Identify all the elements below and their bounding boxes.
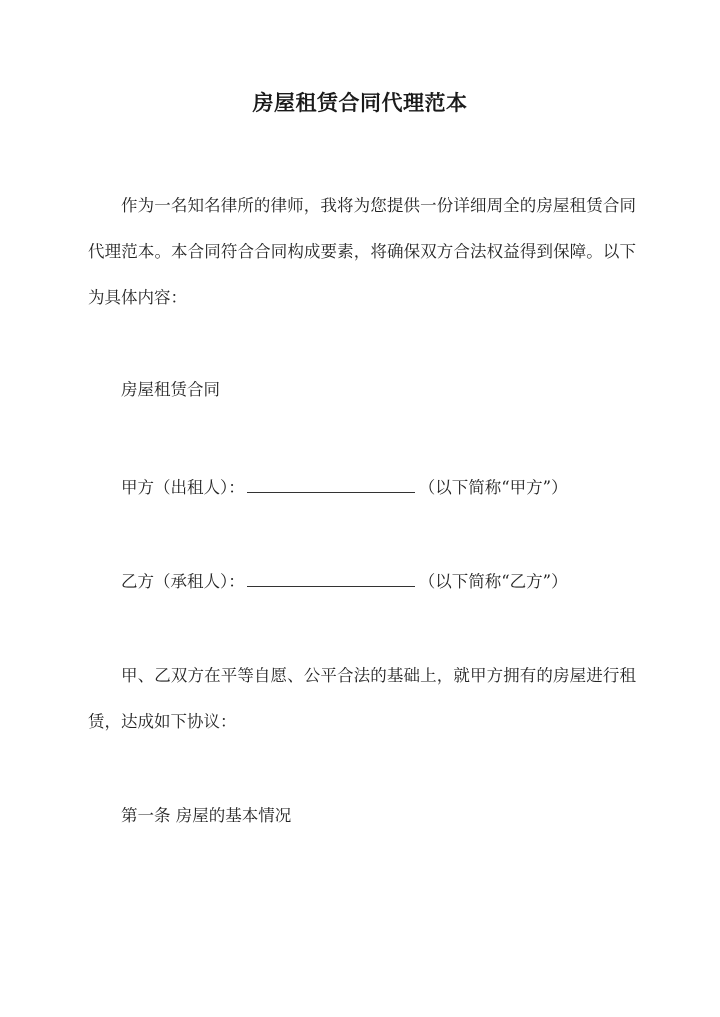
agreement-paragraph: 甲、乙双方在平等自愿、公平合法的基础上，就甲方拥有的房屋进行租赁，达成如下协议： <box>88 666 636 731</box>
intro-paragraph: 作为一名知名律所的律师，我将为您提供一份详细周全的房屋租赁合同代理范本。本合同符合合同构成要素，将确保双方合法权益得到保障。以下为具体内容： <box>88 196 636 307</box>
party-b-suffix: （以下简称“乙方”） <box>418 572 568 591</box>
party-b-label: 乙方（承租人）： <box>121 572 245 591</box>
party-b-blank[interactable] <box>247 569 415 587</box>
party-a-line <box>121 475 568 500</box>
party-a-suffix: （以下简称“甲方”） <box>418 478 568 497</box>
document-title: 房屋租赁合同代理范本 <box>252 90 468 115</box>
contract-heading: 房屋租赁合同 <box>121 380 220 399</box>
article-1-heading: 第一条 房屋的基本情况 <box>121 806 292 825</box>
party-a-label: 甲方（出租人）： <box>121 478 245 497</box>
party-a-blank[interactable] <box>247 475 415 493</box>
party-b-line <box>121 569 568 594</box>
